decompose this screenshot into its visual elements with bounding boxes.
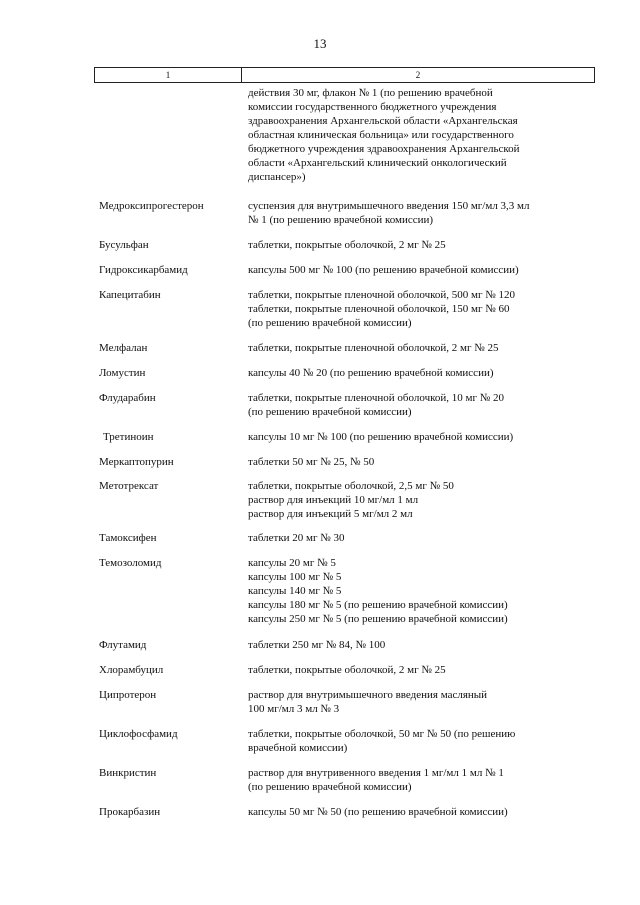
column-1-number: 1 xyxy=(95,68,242,82)
dosage-form-line: (по решению врачебной комиссии) xyxy=(248,317,412,329)
dosage-form xyxy=(248,288,598,330)
dosage-form-line: капсулы 140 мг № 5 xyxy=(248,585,342,597)
dosage-form-line: таблетки, покрытые оболочкой, 50 мг № 50 (по решению xyxy=(248,728,516,740)
drug-name: Хлорамбуцил xyxy=(99,664,164,676)
dosage-form xyxy=(248,263,598,277)
dosage-form-line: таблетки, покрытые пленочной оболочкой, 10 мг № 20 xyxy=(248,392,505,404)
dosage-form-line: капсулы 20 мг № 5 xyxy=(248,557,336,569)
dosage-form xyxy=(248,366,598,380)
dosage-form-line: таблетки 50 мг № 25, № 50 xyxy=(248,456,375,468)
dosage-form-line: капсулы 500 мг № 100 (по решению врачебной комиссии) xyxy=(248,264,519,276)
drug-name: Бусульфан xyxy=(99,239,149,251)
dosage-form-line: бюджетного учреждения здравоохранения Архангельской xyxy=(248,143,520,155)
dosage-form xyxy=(248,663,598,677)
dosage-form-line: капсулы 250 мг № 5 (по решению врачебной комиссии) xyxy=(248,613,508,625)
column-2-number: 2 xyxy=(415,70,421,80)
dosage-form-line: капсулы 40 № 20 (по решению врачебной комиссии) xyxy=(248,367,494,379)
dosage-form xyxy=(248,766,598,794)
dosage-form-line: таблетки, покрытые оболочкой, 2,5 мг № 50 xyxy=(248,480,454,492)
drug-name: Ципротерон xyxy=(99,689,157,701)
table-column-header xyxy=(94,67,595,83)
dosage-form-line: диспансер») xyxy=(248,171,306,183)
dosage-form-line: таблетки, покрытые пленочной оболочкой, 500 мг № 120 xyxy=(248,289,516,301)
dosage-form xyxy=(248,199,598,227)
dosage-form-line: врачебной комиссии) xyxy=(248,742,348,754)
dosage-form-line: раствор для инъекций 10 мг/мл 1 мл xyxy=(248,494,419,506)
dosage-form-line: области «Архангельский клинический онкологический xyxy=(248,157,507,169)
drug-name: Прокарбазин xyxy=(99,806,161,818)
drug-name: Флутамид xyxy=(99,639,147,651)
dosage-form xyxy=(248,238,598,252)
dosage-form xyxy=(248,341,598,355)
dosage-form-line: капсулы 100 мг № 5 xyxy=(248,571,342,583)
dosage-form-line: таблетки, покрытые пленочной оболочкой, 2 мг № 25 xyxy=(248,342,499,354)
dosage-form-line: капсулы 50 мг № 50 (по решению врачебной комиссии) xyxy=(248,806,508,818)
dosage-form-line: (по решению врачебной комиссии) xyxy=(248,406,412,418)
drug-name: Винкристин xyxy=(99,767,157,779)
dosage-form-line: суспензия для внутримышечного введения 150 мг/мл 3,3 мл xyxy=(248,200,530,212)
dosage-form xyxy=(248,430,598,444)
drug-name: Капецитабин xyxy=(99,289,161,301)
dosage-form-line: областная клиническая больница» или государственного xyxy=(248,129,514,141)
drug-name: Гидроксикарбамид xyxy=(99,264,188,276)
drug-name: Темозоломид xyxy=(99,557,162,569)
dosage-form xyxy=(248,86,598,184)
dosage-form xyxy=(248,531,598,545)
dosage-form xyxy=(248,391,598,419)
dosage-form-line: действия 30 мг, флакон № 1 (по решению врачебной xyxy=(248,87,493,99)
drug-name: Меркаптопурин xyxy=(99,456,174,468)
dosage-form-line: таблетки, покрытые пленочной оболочкой, 150 мг № 60 xyxy=(248,303,510,315)
dosage-form-line: комиссии государственного бюджетного учреждения xyxy=(248,101,497,113)
dosage-form xyxy=(248,688,598,716)
drug-name: Циклофосфамид xyxy=(99,728,178,740)
page-number: 13 xyxy=(313,36,327,51)
dosage-form-line: раствор для внутримышечного введения масляный xyxy=(248,689,488,701)
drug-name: Метотрексат xyxy=(99,480,159,492)
dosage-form xyxy=(248,479,598,521)
dosage-form-line: здравоохранения Архангельской области «Архангельская xyxy=(248,115,518,127)
dosage-form-line: 100 мг/мл 3 мл № 3 xyxy=(248,703,340,715)
dosage-form-line: капсулы 10 мг № 100 (по решению врачебной комиссии) xyxy=(248,431,514,443)
dosage-form-line: раствор для внутривенного введения 1 мг/мл 1 мл № 1 xyxy=(248,767,504,779)
dosage-form-line: капсулы 180 мг № 5 (по решению врачебной комиссии) xyxy=(248,599,508,611)
dosage-form xyxy=(248,556,598,626)
dosage-form-line: таблетки, покрытые оболочкой, 2 мг № 25 xyxy=(248,239,446,251)
dosage-form-line: таблетки 20 мг № 30 xyxy=(248,532,345,544)
dosage-form-line: раствор для инъекций 5 мг/мл 2 мл xyxy=(248,508,413,520)
dosage-form xyxy=(248,727,598,755)
dosage-form-line: (по решению врачебной комиссии) xyxy=(248,781,412,793)
dosage-form-line: таблетки, покрытые оболочкой, 2 мг № 25 xyxy=(248,664,446,676)
dosage-form-line: таблетки 250 мг № 84, № 100 xyxy=(248,639,386,651)
drug-name: Ломустин xyxy=(99,367,146,379)
dosage-form-line: № 1 (по решению врачебной комиссии) xyxy=(248,214,434,226)
drug-name: Тамоксифен xyxy=(99,532,157,544)
drug-name: Мелфалан xyxy=(99,342,148,354)
dosage-form xyxy=(248,638,598,652)
drug-name: Третиноин xyxy=(103,431,154,443)
dosage-form xyxy=(248,805,598,819)
dosage-form xyxy=(248,455,598,469)
drug-name: Флударабин xyxy=(99,392,156,404)
drug-name: Медроксипрогестерон xyxy=(99,200,204,212)
